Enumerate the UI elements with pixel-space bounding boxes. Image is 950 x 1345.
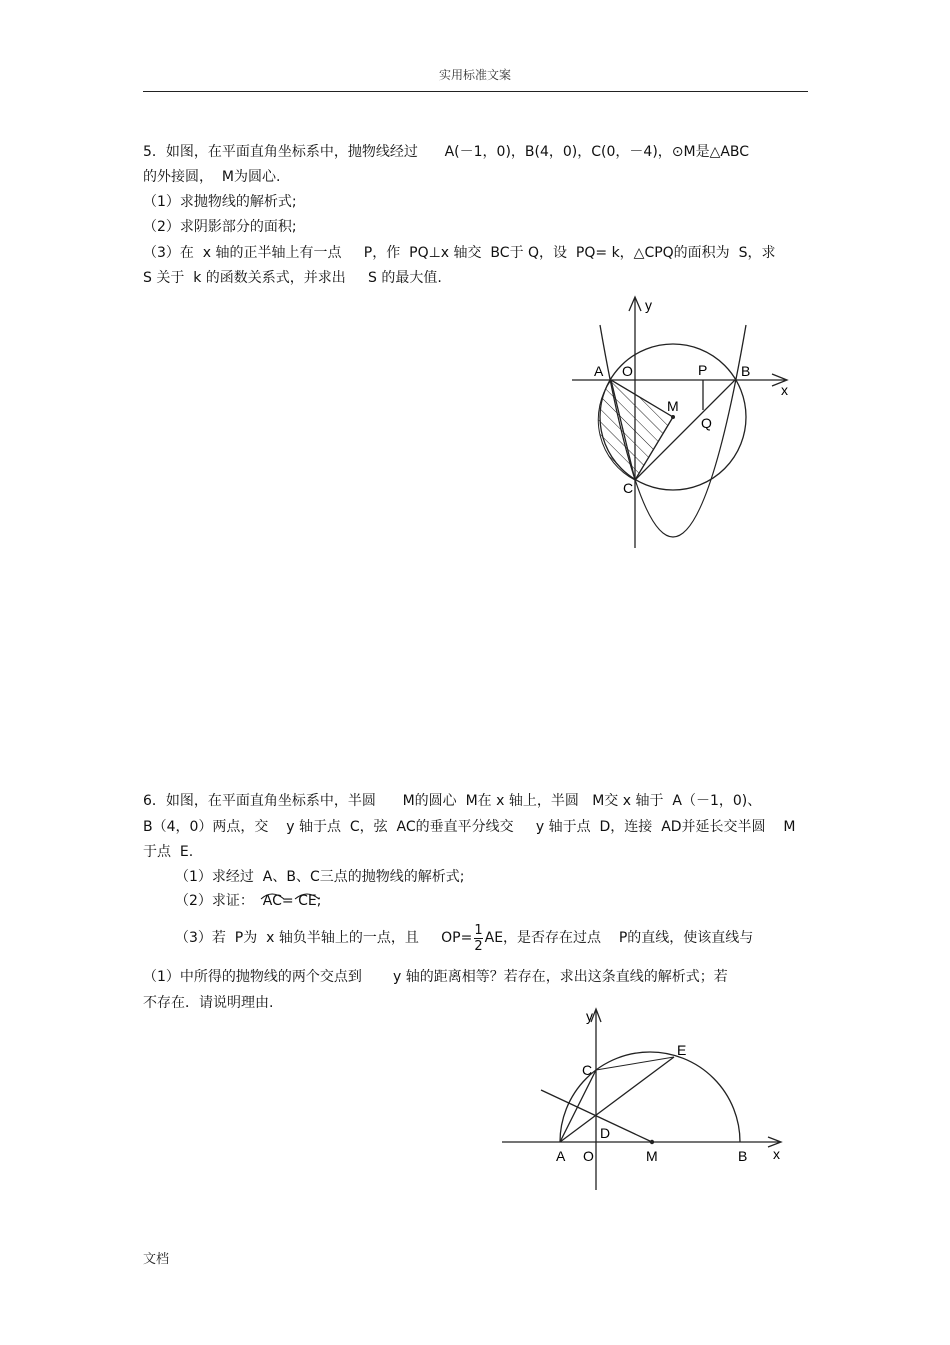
label-o: O bbox=[622, 363, 633, 379]
problem-5-line: S 关于 k 的函数关系式，并求出 S 的最大值. bbox=[143, 270, 442, 286]
label-m: M bbox=[667, 398, 679, 414]
fraction-one-half bbox=[474, 923, 482, 954]
header-rule bbox=[143, 91, 808, 92]
fraction-denominator: 2 bbox=[474, 938, 483, 954]
line-ae bbox=[560, 1057, 674, 1142]
problem-5-figure bbox=[560, 290, 800, 555]
label-o: O bbox=[583, 1148, 594, 1164]
problem-6-line: 于点 E. bbox=[143, 844, 194, 860]
problem-6-line: B（4，0）两点，交 y 轴于点 C，弦 AC的垂直平分线交 y 轴于点 D，连接 AD并延长交半圆 M bbox=[143, 819, 796, 835]
problem-6-part-3 bbox=[175, 921, 753, 955]
label-a: A bbox=[556, 1148, 566, 1164]
label-y: y bbox=[645, 297, 652, 313]
label-b: B bbox=[738, 1148, 748, 1164]
page-header-title: 实用标准文案 bbox=[438, 68, 511, 82]
label-y: y bbox=[586, 1008, 593, 1024]
label-q: Q bbox=[701, 415, 712, 431]
label-b: B bbox=[741, 363, 751, 379]
label-p: P bbox=[698, 362, 708, 378]
parabola bbox=[600, 325, 746, 537]
page-footer-text: 文档 bbox=[143, 1252, 170, 1267]
fraction-numerator: 1 bbox=[474, 922, 483, 938]
label-c: C bbox=[623, 480, 634, 496]
problem-5-line: （3）在 x 轴的正半轴上有一点 P，作 PQ⊥x 轴交 BC于 Q，设 PQ= k，△CPQ的面积为 S，求 bbox=[143, 245, 776, 261]
chord-ac bbox=[560, 1070, 596, 1142]
label-a: A bbox=[594, 363, 604, 379]
arc-ce-mark-icon bbox=[295, 894, 319, 899]
problem-6-line: 6．如图，在平面直角坐标系中，半圆 M的圆心 M在 x 轴上，半圆 M交 x 轴于 A（－1，0)、 bbox=[143, 793, 762, 809]
problem-6-line: （1）中所得的抛物线的两个交点到 y 轴的距离相等？若存在，求出这条直线的解析式；若 bbox=[143, 969, 728, 985]
arc-marks bbox=[255, 888, 325, 902]
arc-ac-mark-icon bbox=[261, 894, 284, 899]
label-c: C bbox=[582, 1062, 593, 1078]
problem-5-line: （2）求阴影部分的面积; bbox=[143, 219, 297, 235]
label-e: E bbox=[677, 1042, 687, 1058]
problem-6-part-3-text: （3）若 P为 x 轴负半轴上的一点，且 OP= bbox=[175, 930, 473, 946]
label-d: D bbox=[600, 1125, 611, 1141]
problem-5-line: 5．如图，在平面直角坐标系中，抛物线经过 A(－1，0)，B(4，0)，C(0，－4)，⊙M是△ABC bbox=[143, 144, 750, 160]
problem-5-line: （1）求抛物线的解析式; bbox=[143, 194, 297, 210]
point-m bbox=[650, 1140, 654, 1144]
segment-ce bbox=[596, 1057, 674, 1070]
problem-6-part-3-text: AE，是否存在过点 P的直线，使该直线与 bbox=[484, 930, 754, 946]
problem-6-line: （1）求经过 A、B、C三点的抛物线的解析式; bbox=[175, 869, 465, 885]
label-x: x bbox=[781, 382, 788, 398]
problem-6-figure bbox=[495, 1005, 795, 1195]
label-m: M bbox=[646, 1148, 658, 1164]
problem-6-line: 不存在．请说明理由. bbox=[143, 995, 274, 1011]
point-m bbox=[671, 415, 675, 419]
problem-6-line: （2）求证： AC= CE; bbox=[175, 893, 322, 909]
problem-5-line: 的外接圆， M为圆心. bbox=[143, 169, 281, 185]
label-x: x bbox=[773, 1146, 780, 1162]
